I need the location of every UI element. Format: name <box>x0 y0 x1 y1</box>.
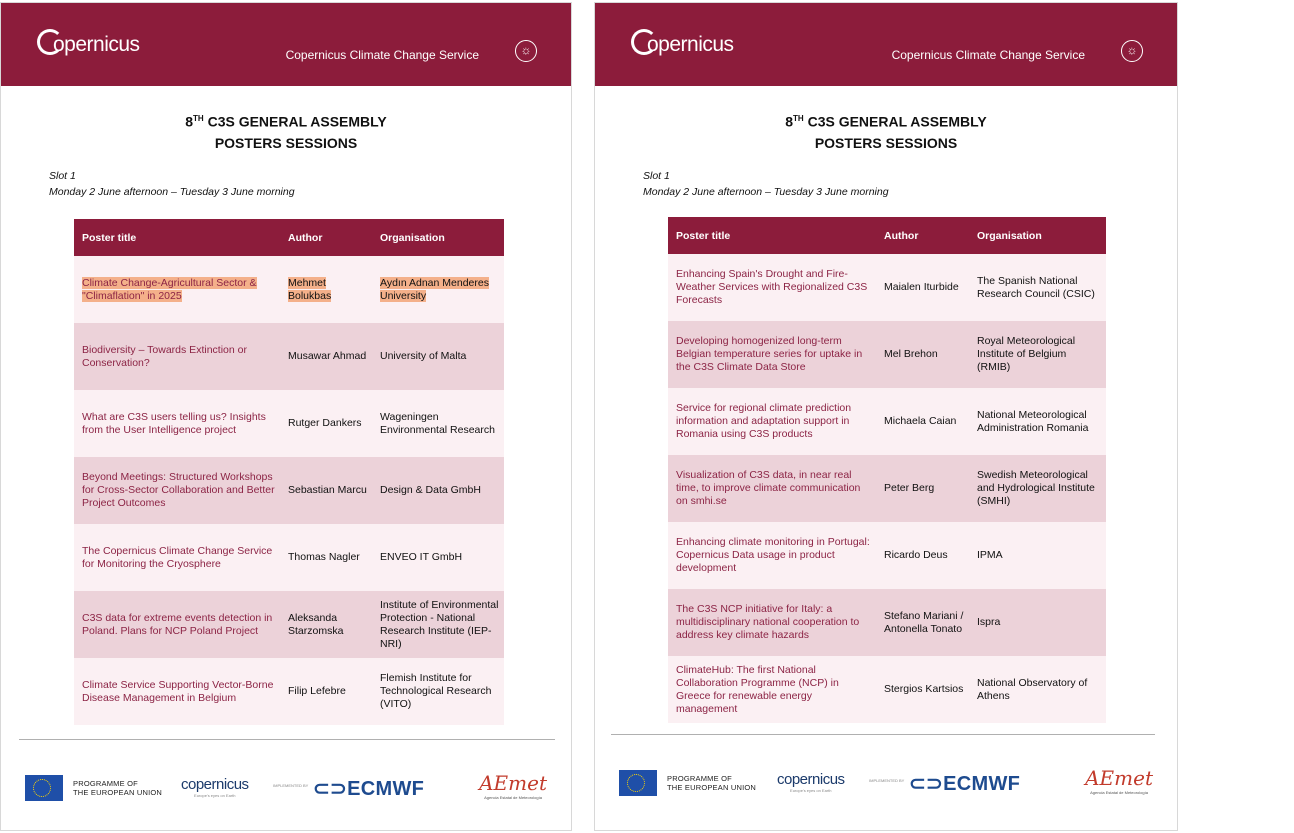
service-name: Copernicus Climate Change Service <box>891 48 1085 62</box>
poster-org: Aydın Adnan Menderes University <box>372 256 504 323</box>
poster-org: Wageningen Environmental Research <box>372 390 504 457</box>
slot-date: Monday 2 June afternoon – Tuesday 3 June morning <box>643 186 889 198</box>
service-name: Copernicus Climate Change Service <box>285 48 479 62</box>
poster-title: Climate Service Supporting Vector-Borne Disease Management in Belgium <box>74 658 280 725</box>
poster-author: Michaela Caian <box>876 388 969 455</box>
copernicus-footer-logo: copernicus Europe's eyes on Earth <box>181 776 249 798</box>
table-row <box>668 388 1106 455</box>
footer-divider <box>611 734 1155 735</box>
poster-author: Stergios Kartsios <box>876 656 969 723</box>
table-row <box>74 524 504 591</box>
poster-org: Ispra <box>969 589 1106 656</box>
poster-title: The C3S NCP initiative for Italy: a multidisciplinary national cooperation to address key climate hazards <box>668 589 876 656</box>
poster-author: Stefano Mariani / Antonella Tonato <box>876 589 969 656</box>
table-header-row <box>74 219 504 256</box>
poster-title: Beyond Meetings: Structured Workshops for Cross-Sector Collaboration and Better Project Outcomes <box>74 457 280 524</box>
table-row <box>668 321 1106 388</box>
eu-flag-icon <box>619 770 657 796</box>
poster-org: Royal Meteorological Institute of Belgium (RMIB) <box>969 321 1106 388</box>
document-page-1 <box>0 2 572 831</box>
document-page-2 <box>594 2 1178 831</box>
eu-flag-icon <box>25 775 63 801</box>
poster-org: ENVEO IT GmbH <box>372 524 504 591</box>
poster-author: Aleksanda Starzomska <box>280 591 372 658</box>
poster-title: Enhancing Spain's Drought and Fire-Weather Services with Regionalized C3S Forecasts <box>668 254 876 321</box>
page-footer <box>1 768 571 808</box>
table-row <box>74 591 504 658</box>
poster-title: ClimateHub: The first National Collaboration Programme (NCP) in Greece for renewable energy management <box>668 656 876 723</box>
page-title: 8TH C3S GENERAL ASSEMBLY POSTERS SESSIONS <box>785 113 987 151</box>
table-row <box>668 656 1106 723</box>
table-header-row <box>668 217 1106 254</box>
poster-title: Biodiversity – Towards Extinction or Conservation? <box>74 323 280 390</box>
slot-info <box>49 168 295 200</box>
poster-author: Musawar Ahmad <box>280 323 372 390</box>
poster-title: The Copernicus Climate Change Service for Monitoring the Cryosphere <box>74 524 280 591</box>
poster-title: Developing homogenized long-term Belgian temperature series for uptake in the C3S Climate Data Store <box>668 321 876 388</box>
eu-programme-label: PROGRAMME OF THE EUROPEAN UNION <box>73 779 163 797</box>
copernicus-footer-logo: copernicus Europe's eyes on Earth <box>777 771 845 793</box>
poster-org: Swedish Meteorological and Hydrological Institute (SMHI) <box>969 455 1106 522</box>
ecmwf-logo: ⊂⊃ECMWF <box>313 778 425 800</box>
slot-label: Slot 1 <box>643 170 670 182</box>
poster-title: Enhancing climate monitoring in Portugal: Copernicus Data usage in product development <box>668 522 876 589</box>
table-row <box>668 522 1106 589</box>
poster-org: National Meteorological Administration Romania <box>969 388 1106 455</box>
footer-divider <box>19 739 555 740</box>
poster-author: Mehmet Bolukbas <box>280 256 372 323</box>
col-header-author: Author <box>876 217 969 254</box>
ecmwf-logo: ⊂⊃ECMWF <box>909 773 1021 795</box>
poster-author: Thomas Nagler <box>280 524 372 591</box>
poster-author: Sebastian Marcu <box>280 457 372 524</box>
implemented-by-label: IMPLEMENTED BY <box>869 778 905 783</box>
page-header <box>595 3 1177 86</box>
table-row <box>74 658 504 725</box>
poster-table <box>668 217 1106 723</box>
col-header-title: Poster title <box>74 219 280 256</box>
poster-org: Flemish Institute for Technological Research (VITO) <box>372 658 504 725</box>
table-row <box>668 455 1106 522</box>
poster-title: C3S data for extreme events detection in Poland. Plans for NCP Poland Project <box>74 591 280 658</box>
poster-org: University of Malta <box>372 323 504 390</box>
page-footer <box>595 763 1177 803</box>
poster-org: IPMA <box>969 522 1106 589</box>
poster-title: What are C3S users telling us? Insights from the User Intelligence project <box>74 390 280 457</box>
table-row <box>74 323 504 390</box>
poster-author: Mel Brehon <box>876 321 969 388</box>
poster-author: Peter Berg <box>876 455 969 522</box>
col-header-org: Organisation <box>372 219 504 256</box>
poster-org: The Spanish National Research Council (CSIC) <box>969 254 1106 321</box>
aemet-logo: AEmet Agencia Estatal de Meteorología <box>1085 766 1153 795</box>
poster-author: Maialen Iturbide <box>876 254 969 321</box>
slot-info <box>643 168 889 200</box>
poster-title: Visualization of C3S data, in near real time, to improve climate communication on smhi.se <box>668 455 876 522</box>
poster-table <box>74 219 504 725</box>
col-header-org: Organisation <box>969 217 1106 254</box>
col-header-title: Poster title <box>668 217 876 254</box>
poster-author: Rutger Dankers <box>280 390 372 457</box>
table-row <box>74 256 504 323</box>
poster-author: Ricardo Deus <box>876 522 969 589</box>
slot-label: Slot 1 <box>49 170 76 182</box>
copernicus-logo: opernicus <box>39 33 140 57</box>
page-title: 8TH C3S GENERAL ASSEMBLY POSTERS SESSIONS <box>185 113 387 151</box>
aemet-logo: AEmet Agencia Estatal de Meteorología <box>479 771 547 800</box>
col-header-author: Author <box>280 219 372 256</box>
poster-title: Climate Change-Agricultural Sector & "Climaflation" in 2025 <box>74 256 280 323</box>
copernicus-logo: opernicus <box>633 33 734 57</box>
c3s-emblem-icon: ☼ <box>515 40 537 62</box>
poster-author: Filip Lefebre <box>280 658 372 725</box>
slot-date: Monday 2 June afternoon – Tuesday 3 June morning <box>49 186 295 198</box>
table-row <box>74 457 504 524</box>
eu-programme-label: PROGRAMME OF THE EUROPEAN UNION <box>667 774 757 792</box>
table-row <box>668 254 1106 321</box>
poster-org: Design & Data GmbH <box>372 457 504 524</box>
poster-org: Institute of Environmental Protection - National Research Institute (IEP-NRI) <box>372 591 504 658</box>
page-header <box>1 3 571 86</box>
poster-title: Service for regional climate prediction information and adaptation support in Romania using C3S products <box>668 388 876 455</box>
poster-org: National Observatory of Athens <box>969 656 1106 723</box>
table-row <box>74 390 504 457</box>
table-row <box>668 589 1106 656</box>
implemented-by-label: IMPLEMENTED BY <box>273 783 309 788</box>
c3s-emblem-icon: ☼ <box>1121 40 1143 62</box>
